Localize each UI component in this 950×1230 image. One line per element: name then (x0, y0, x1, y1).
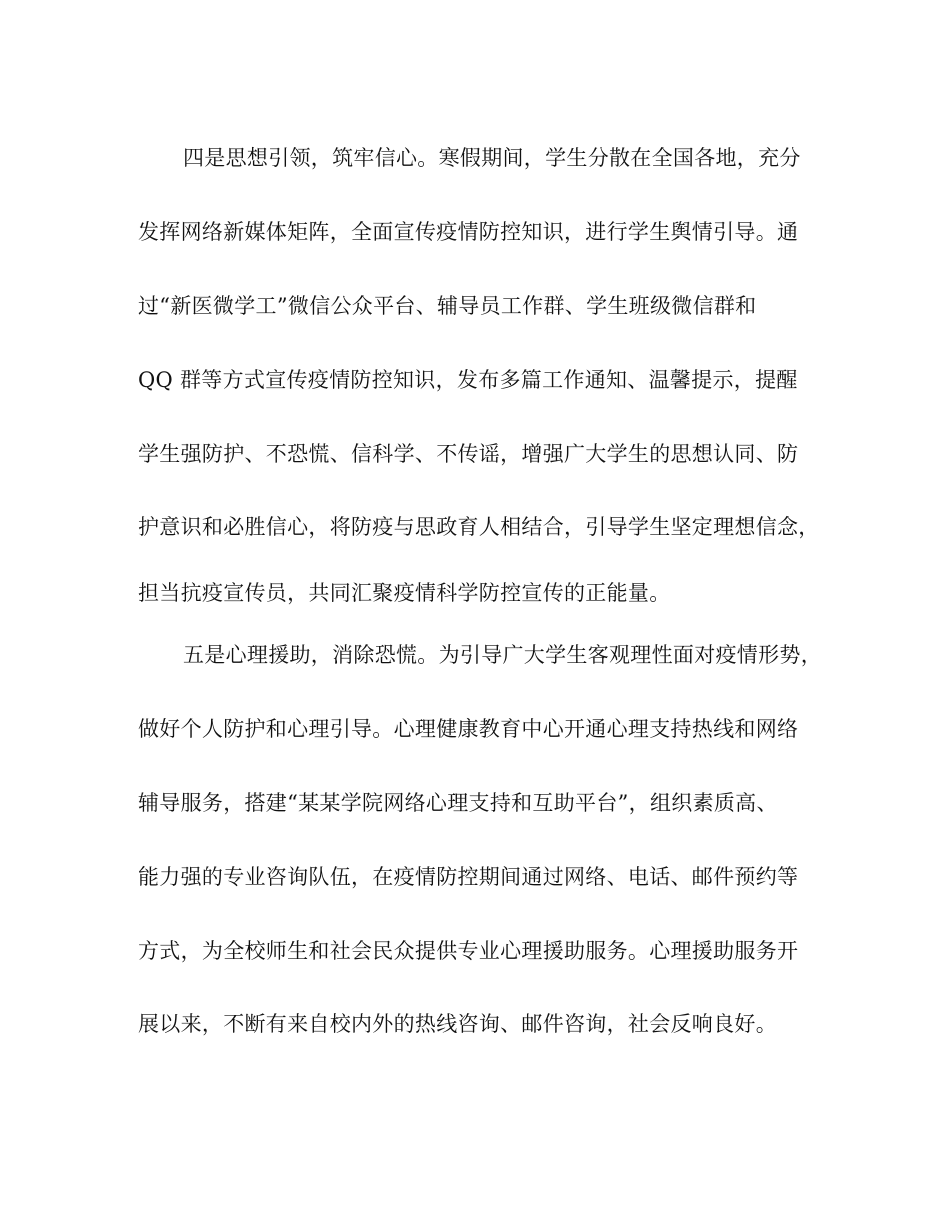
text-line: 能力强的专业咨询队伍，在疫情防控期间通过网络、电话、邮件预约等 (138, 865, 799, 889)
text-line: 发挥网络新媒体矩阵，全面宣传疫情防控知识，进行学生舆情引导。通 (138, 220, 799, 244)
text-line: 辅导服务，搭建“某某学院网络心理支持和互助平台”，组织素质高、 (138, 791, 778, 815)
text-line: 做好个人防护和心理引导。心理健康教育中心开通心理支持热线和网络 (138, 717, 799, 741)
text-line: 四是思想引领，筑牢信心。寒假期间，学生分散在全国各地，充分 (183, 146, 801, 170)
text-line: 方式，为全校师生和社会民众提供专业心理援助服务。心理援助服务开 (138, 939, 799, 963)
text-line: 展以来，不断有来自校内外的热线咨询、邮件咨询，社会反响良好。 (138, 1012, 777, 1036)
text-line: 过“新医微学工”微信公众平台、辅导员工作群、学生班级微信群和 (138, 294, 757, 318)
text-line: QQ 群等方式宣传疫情防控知识，发布多篇工作通知、温馨提示，提醒 (138, 368, 798, 392)
text-line: 学生强防护、不恐慌、信科学、不传谣，增强广大学生的思想认同、防 (138, 442, 799, 466)
text-line: 护意识和必胜信心，将防疫与思政育人相结合，引导学生坚定理想信念， (138, 515, 820, 539)
text-line: 担当抗疫宣传员，共同汇聚疫情科学防控宣传的正能量。 (138, 581, 671, 605)
text-line: 五是心理援助，消除恐慌。为引导广大学生客观理性面对疫情形势， (183, 643, 822, 667)
